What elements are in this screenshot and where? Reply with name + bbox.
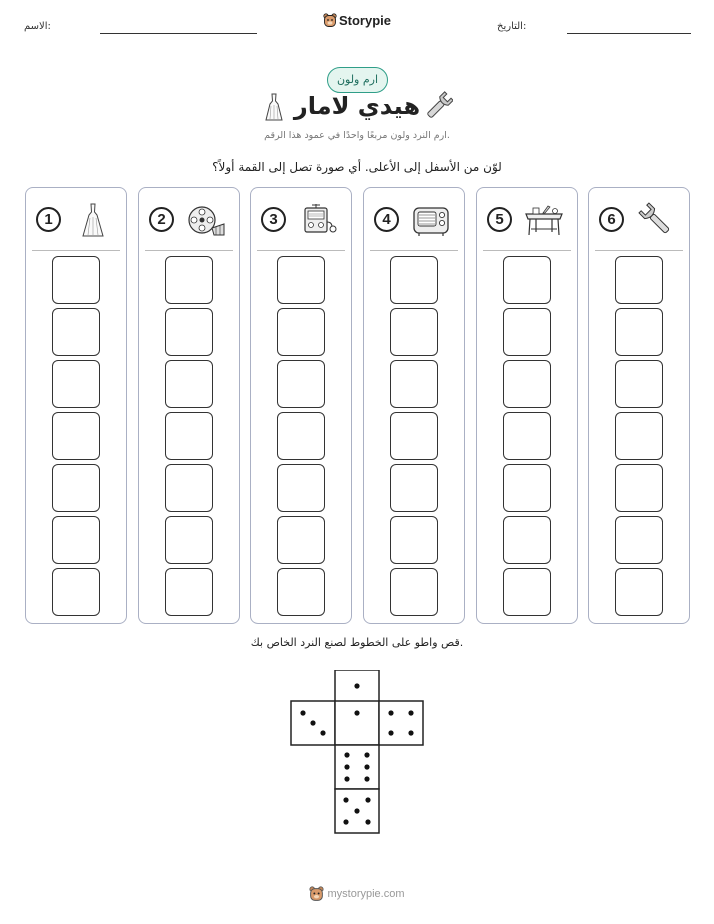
column-number: 3	[261, 207, 286, 232]
color-box[interactable]	[165, 516, 213, 564]
column-divider	[257, 250, 345, 251]
column-number: 4	[374, 207, 399, 232]
vintage-radio-icon	[411, 202, 451, 238]
film-reel-icon	[186, 202, 226, 238]
color-box[interactable]	[390, 516, 438, 564]
column-number: 6	[599, 207, 624, 232]
column-divider	[370, 250, 458, 251]
color-box[interactable]	[390, 464, 438, 512]
activity-badge: ارم ولون	[327, 67, 388, 93]
column-number: 2	[149, 207, 174, 232]
color-box[interactable]	[165, 256, 213, 304]
instruction: لوّن من الأسفل إلى الأعلى. أي صورة تصل إلى القمة أولاً؟	[212, 160, 502, 174]
color-box[interactable]	[52, 516, 100, 564]
column-3	[250, 187, 352, 624]
dice-face-right	[379, 701, 423, 745]
column-5	[476, 187, 578, 624]
color-box[interactable]	[615, 412, 663, 460]
color-box[interactable]	[165, 308, 213, 356]
color-box[interactable]	[615, 516, 663, 564]
color-box[interactable]	[165, 568, 213, 616]
column-4	[363, 187, 465, 624]
page-title: هيدي لامار	[293, 92, 421, 120]
color-box[interactable]	[390, 308, 438, 356]
radio-transmitter-icon	[298, 202, 338, 238]
color-box[interactable]	[277, 464, 325, 512]
column-divider	[145, 250, 233, 251]
color-box[interactable]	[52, 412, 100, 460]
color-box[interactable]	[165, 412, 213, 460]
column-number: 5	[487, 207, 512, 232]
color-box[interactable]	[52, 256, 100, 304]
workbench-icon	[524, 202, 564, 238]
subtitle: ارم النرد ولون مربعًا واحدًا في عمود هذا الرقم.	[264, 130, 450, 141]
color-box[interactable]	[165, 464, 213, 512]
color-box[interactable]	[52, 360, 100, 408]
color-box[interactable]	[503, 516, 551, 564]
brand-name: Storypie	[338, 13, 391, 29]
cut-instruction: قص واطو على الخطوط لصنع النرد الخاص بك.	[250, 636, 464, 649]
bear-logo-icon	[323, 13, 337, 28]
column-divider	[32, 250, 120, 251]
color-box[interactable]	[277, 516, 325, 564]
column-2	[138, 187, 240, 624]
color-box[interactable]	[390, 256, 438, 304]
color-box[interactable]	[277, 308, 325, 356]
color-box[interactable]	[165, 360, 213, 408]
color-box[interactable]	[503, 360, 551, 408]
date-line	[567, 33, 691, 34]
column-6	[588, 187, 690, 624]
bear-logo-icon	[309, 886, 324, 902]
color-box[interactable]	[277, 568, 325, 616]
color-box[interactable]	[277, 412, 325, 460]
column-number: 1	[36, 207, 61, 232]
color-box[interactable]	[615, 256, 663, 304]
column-divider	[483, 250, 571, 251]
color-box[interactable]	[503, 256, 551, 304]
color-box[interactable]	[615, 568, 663, 616]
footer	[0, 886, 714, 902]
color-box[interactable]	[503, 412, 551, 460]
date-label: التاريخ:	[497, 21, 527, 32]
dice-face-center	[335, 701, 379, 745]
color-box[interactable]	[615, 308, 663, 356]
color-box[interactable]	[503, 568, 551, 616]
color-box[interactable]	[52, 308, 100, 356]
color-box[interactable]	[503, 308, 551, 356]
color-box[interactable]	[52, 568, 100, 616]
wrench-icon	[425, 91, 453, 121]
color-box[interactable]	[390, 412, 438, 460]
dice-net	[290, 670, 425, 835]
brand-logo	[0, 12, 714, 28]
dice-face-lower	[335, 745, 379, 789]
gown-icon	[73, 202, 113, 238]
column-1	[25, 187, 127, 624]
color-box[interactable]	[277, 360, 325, 408]
color-box[interactable]	[615, 464, 663, 512]
color-box[interactable]	[390, 360, 438, 408]
footer-url[interactable]: mystorypie.com	[327, 888, 405, 900]
name-label: الاسم:	[24, 21, 51, 32]
color-box[interactable]	[277, 256, 325, 304]
color-box[interactable]	[503, 464, 551, 512]
column-divider	[595, 250, 683, 251]
color-box[interactable]	[615, 360, 663, 408]
color-box[interactable]	[52, 464, 100, 512]
color-box[interactable]	[390, 568, 438, 616]
name-line	[100, 33, 257, 34]
wrench-icon	[636, 202, 676, 238]
